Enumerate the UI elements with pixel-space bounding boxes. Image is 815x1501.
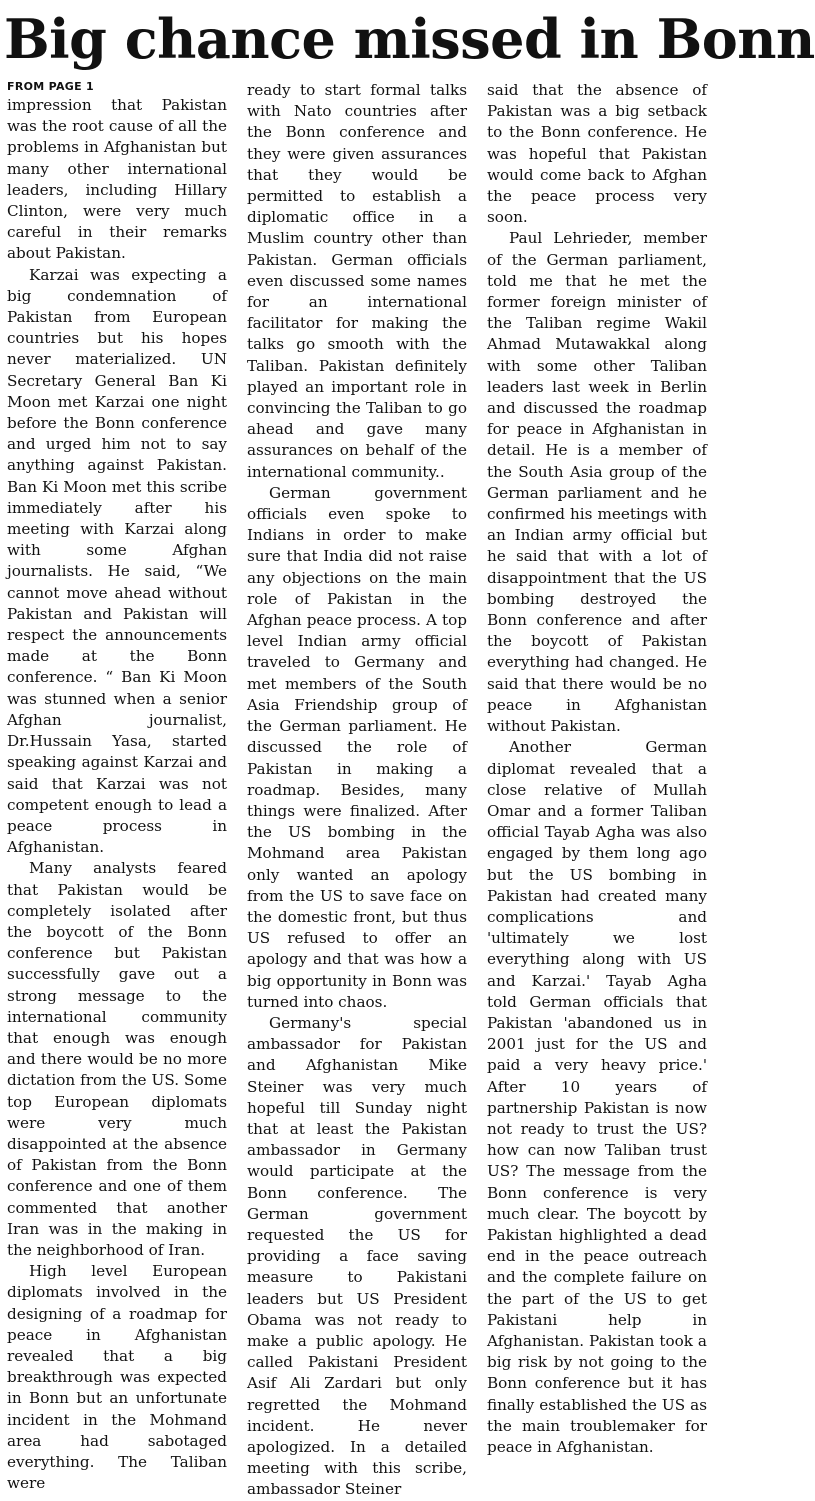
article-paragraph: Karzai was expecting a big condemnation of Pakistan from European countries but his hopes never materialized. UN Secretary General Ban Ki Moon met Karzai one night before the Bonn conference and urged him not to say anything against Pakistan. Ban Ki Moon met this scribe immediately after his meeting with Karzai along with some Afghan journalists. He said, “We cannot move ahead without Pakistan and Pakistan will respect the announcements made at the Bonn conference. “ Ban Ki Moon was stunned when a senior Afghan journalist, Dr.Hussain Yasa, started speaking against Karzai and said that Karzai was not competent enough to lead a peace process in Afghanistan. — [7, 265, 227, 857]
article-paragraph: Many analysts feared that Pakistan would be completely isolated after the boycott of the Bonn conference but Pakistan successfully gave out a strong message to the international community that enough was enough and there would be no more dictation from the US. Some top European diplomats were very much disappointed at the absence of Pakistan from the Bonn conference and one of them commented that another Iran was in the making in the neighborhood of Iran. — [7, 859, 227, 1259]
article-column-3 — [487, 80, 707, 1489]
article-paragraph: German government officials even spoke to Indians in order to make sure that India did not raise any objections on the main role of Pakistan in the Afghan peace process. A top level Indian army official traveled to Germany and met members of the South Asia Friendship group of the German parliament. He discussed the role of Pakistan in making a roadmap. Besides, many things were finalized. After the US bombing in the Mohmand area Pakistan only wanted an apology from the US to save face on the domestic front, but thus US refused to offer an apology and that was how a big opportunity in Bonn was turned into chaos. — [247, 483, 467, 1011]
article-paragraph: ready to start formal talks with Nato countries after the Bonn conference and they were given assurances that they would be permitted to establish a diplomatic office in a Muslim country other than Pakistan. German officials even discussed some names for an international facilitator for making the talks go smooth with the Taliban. Pakistan definitely played an important role in convincing the Taliban to go ahead and gave many assurances on behalf of the international community.. — [247, 81, 467, 481]
article-column-1 — [7, 80, 227, 1493]
article-paragraph: said that the absence of Pakistan was a big setback to the Bonn conference. He was hopeful that Pakistan would come back to Afghan the peace process very soon. — [487, 81, 707, 227]
article-paragraph: Paul Lehrieder, member of the German parliament, told me that he met the former foreign minister of the Taliban regime Wakil Ahmad Mutawakkal along with some other Taliban leaders last week in Berlin and discussed the roadmap for peace in Afghanistan in detail. He is a member of the South Asia group of the German parliament and he confirmed his meetings with an Indian army official but he said that with a lot of disappointment that the US bombing destroyed the Bonn conference and after the boycott of Pakistan everything had changed. He said that there would be no peace in Afghanistan without Pakistan. — [487, 229, 707, 736]
article-paragraph: High level European diplomats involved in the designing of a roadmap for peace in Afghanistan revealed that a big breakthrough was expected in Bonn but an unfortunate incident in the Mohmand area had sabotaged everything. The Taliban were — [7, 1262, 227, 1493]
article-paragraph: Another German diplomat revealed that a close relative of Mullah Omar and a former Taliban official Tayab Agha was also engaged by them long ago but the US bombing in Pakistan had created many complications and 'ultimately we lost everything along with US and Karzai.' Tayab Agha told German officials that Pakistan 'abandoned us in 2001 just for the US and paid a very heavy price.' After 10 years of partnership Pakistan is now not ready to trust the US? how can now Taliban trust US? The message from the Bonn conference is very much clear. The boycott by Pakistan highlighted a dead end in the peace outreach and the complete failure on the part of the US to get Pakistani help in Afghanistan. Pakistan took a big risk by not going to the Bonn conference but it has finally established the US as the main troublemaker for peace in Afghanistan. — [487, 738, 707, 1456]
headline: Big chance missed in Bonn — [4, 7, 815, 71]
article-paragraph: impression that Pakistan was the root cause of all the problems in Afghanistan but many other international leaders, including Hillary Clinton, were very much careful in their remarks about Pakistan. — [7, 96, 227, 263]
continued-from-label: FROM PAGE 1 — [7, 80, 95, 93]
article-column-2 — [247, 80, 467, 1499]
article-paragraph: Germany's special ambassador for Pakistan and Afghanistan Mike Steiner was very much hopeful till Sunday night that at least the Pakistan ambassador in Germany would participate at the Bonn conference. The German government requested the US for providing a face saving measure to Pakistani leaders but US President Obama was not ready to make a public apology. He called Pakistani President Asif Ali Zardari but only regretted the Mohmand incident. He never apologized. In a detailed meeting with this scribe, ambassador Steiner — [247, 1013, 467, 1499]
